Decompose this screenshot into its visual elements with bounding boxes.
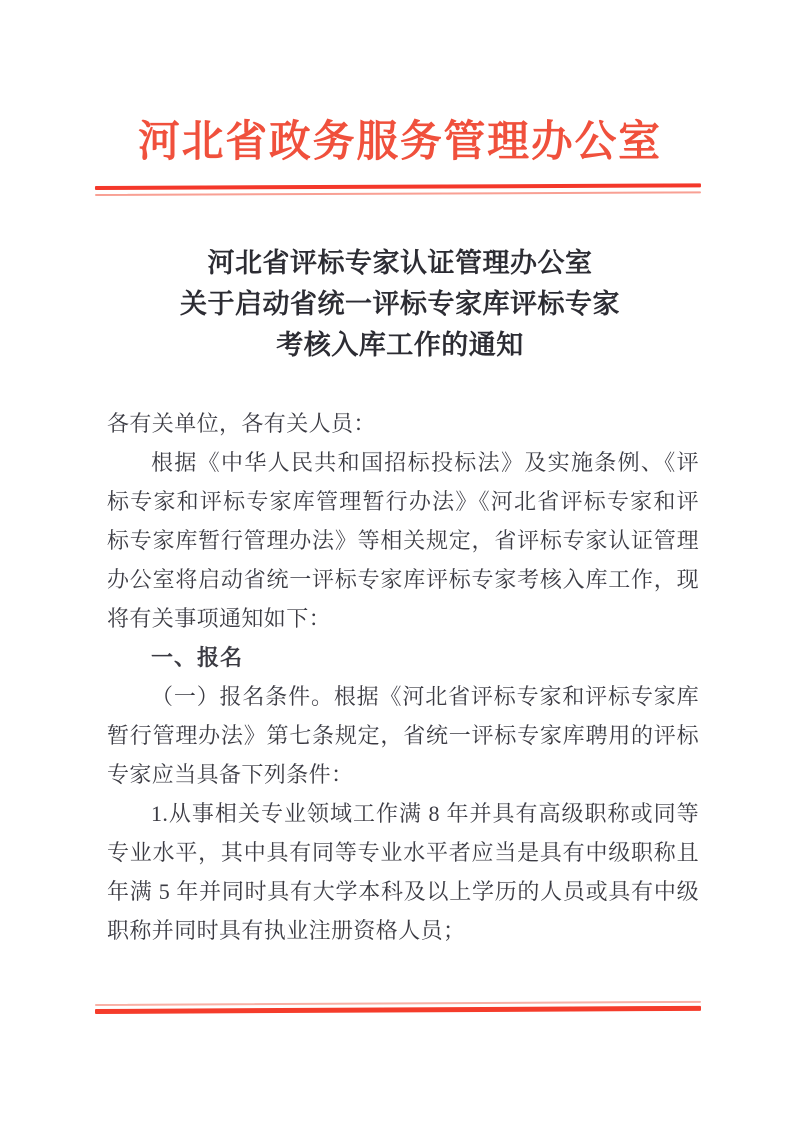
issuing-organization-title: 河北省政务服务管理办公室 [138, 119, 662, 166]
footer-rule-thin [95, 1001, 701, 1006]
document-title-line-3: 考核入库工作的通知 [276, 330, 524, 360]
document-title-line-1: 河北省评标专家认证管理办公室 [207, 248, 593, 278]
document-body [107, 404, 699, 950]
letterhead-banner [0, 118, 800, 167]
body-paragraph-1: 根据《中华人民共和国招标投标法》及实施条例、《评标专家和评标专家库管理暂行办法》《河北省评标专家和评标专家库暂行管理办法》等相关规定，省评标专家认证管理办公室将启动省统一评标专家库评标专家考核入库工作，现将有关事项通知如下： [107, 450, 699, 631]
footer-rule-thick [95, 1006, 701, 1014]
document-title-line-2: 关于启动省统一评标专家库评标专家 [180, 289, 620, 319]
subsection-paragraph-1-1: （一）报名条件。根据《河北省评标专家和评标专家库暂行管理办法》第七条规定，省统一评标专家库聘用的评标专家应当具备下列条件： [107, 684, 699, 787]
document-title [0, 243, 800, 366]
letterhead-rule-thin [95, 191, 701, 196]
salutation-line: 各有关单位，各有关人员： [107, 411, 376, 436]
list-item-1: 1.从事相关专业领域工作满 8 年并具有高级职称或同等专业水平，其中具有同等专业水平者应当是具有中级职称且年满 5 年并同时具有大学本科及以上学历的人员或具有中级职称并同时具有执业注册资格人员； [107, 801, 699, 943]
letterhead-divider-rule [95, 183, 701, 200]
footer-divider-rule [95, 1001, 701, 1018]
section-heading-1: 一、报名 [151, 645, 244, 670]
letterhead-rule-thick [95, 183, 701, 190]
